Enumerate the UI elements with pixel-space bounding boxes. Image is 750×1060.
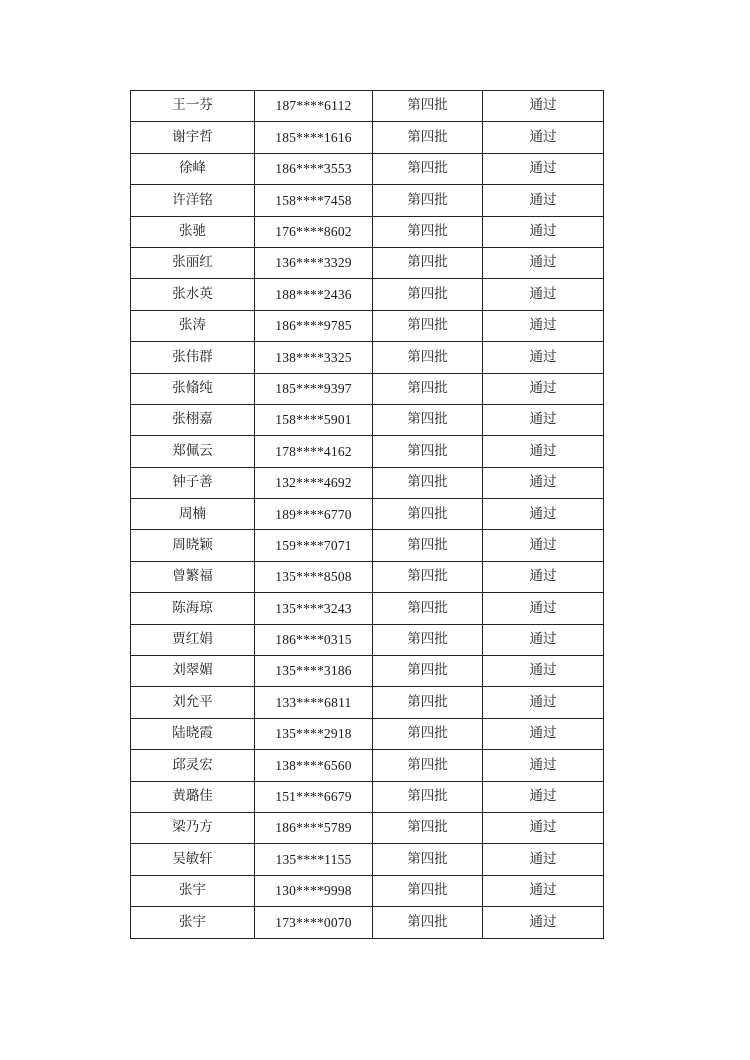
phone-cell: 138****6560 bbox=[255, 750, 373, 781]
phone-cell: 133****6811 bbox=[255, 687, 373, 718]
table-row bbox=[131, 750, 604, 781]
batch-cell: 第四批 bbox=[373, 404, 483, 435]
table-row bbox=[131, 436, 604, 467]
name-cell: 张水英 bbox=[131, 279, 255, 310]
phone-cell: 151****6679 bbox=[255, 781, 373, 812]
table-row bbox=[131, 122, 604, 153]
batch-cell: 第四批 bbox=[373, 687, 483, 718]
table-row bbox=[131, 153, 604, 184]
status-cell: 通过 bbox=[483, 718, 604, 749]
name-cell: 陆晓霞 bbox=[131, 718, 255, 749]
name-cell: 刘允平 bbox=[131, 687, 255, 718]
table-row bbox=[131, 247, 604, 278]
batch-cell: 第四批 bbox=[373, 750, 483, 781]
status-cell: 通过 bbox=[483, 247, 604, 278]
name-cell: 徐峰 bbox=[131, 153, 255, 184]
phone-cell: 132****4692 bbox=[255, 467, 373, 498]
name-cell: 张栩嘉 bbox=[131, 404, 255, 435]
status-cell: 通过 bbox=[483, 844, 604, 875]
name-cell: 张翛纯 bbox=[131, 373, 255, 404]
batch-cell: 第四批 bbox=[373, 781, 483, 812]
name-cell: 张涛 bbox=[131, 310, 255, 341]
phone-cell: 135****1155 bbox=[255, 844, 373, 875]
table-row bbox=[131, 561, 604, 592]
phone-cell: 178****4162 bbox=[255, 436, 373, 467]
name-cell: 张丽红 bbox=[131, 247, 255, 278]
table-row bbox=[131, 718, 604, 749]
batch-cell: 第四批 bbox=[373, 91, 483, 122]
phone-cell: 130****9998 bbox=[255, 875, 373, 906]
batch-cell: 第四批 bbox=[373, 844, 483, 875]
name-cell: 周晓颖 bbox=[131, 530, 255, 561]
phone-cell: 186****0315 bbox=[255, 624, 373, 655]
name-cell: 张宇 bbox=[131, 875, 255, 906]
phone-cell: 138****3325 bbox=[255, 342, 373, 373]
batch-cell: 第四批 bbox=[373, 907, 483, 938]
phone-cell: 176****8602 bbox=[255, 216, 373, 247]
phone-cell: 158****7458 bbox=[255, 185, 373, 216]
status-cell: 通过 bbox=[483, 373, 604, 404]
table-row bbox=[131, 310, 604, 341]
name-cell: 张宇 bbox=[131, 907, 255, 938]
name-cell: 吴敏轩 bbox=[131, 844, 255, 875]
table-row bbox=[131, 781, 604, 812]
status-cell: 通过 bbox=[483, 342, 604, 373]
phone-cell: 135****3243 bbox=[255, 593, 373, 624]
phone-cell: 135****2918 bbox=[255, 718, 373, 749]
phone-cell: 186****9785 bbox=[255, 310, 373, 341]
phone-cell: 186****3553 bbox=[255, 153, 373, 184]
roster-table-body bbox=[131, 91, 604, 939]
batch-cell: 第四批 bbox=[373, 247, 483, 278]
batch-cell: 第四批 bbox=[373, 342, 483, 373]
phone-cell: 189****6770 bbox=[255, 499, 373, 530]
phone-cell: 187****6112 bbox=[255, 91, 373, 122]
table-row bbox=[131, 279, 604, 310]
batch-cell: 第四批 bbox=[373, 593, 483, 624]
table-row bbox=[131, 216, 604, 247]
status-cell: 通过 bbox=[483, 153, 604, 184]
table-row bbox=[131, 687, 604, 718]
batch-cell: 第四批 bbox=[373, 561, 483, 592]
batch-cell: 第四批 bbox=[373, 718, 483, 749]
phone-cell: 136****3329 bbox=[255, 247, 373, 278]
batch-cell: 第四批 bbox=[373, 122, 483, 153]
status-cell: 通过 bbox=[483, 656, 604, 687]
batch-cell: 第四批 bbox=[373, 812, 483, 843]
status-cell: 通过 bbox=[483, 91, 604, 122]
name-cell: 王一芬 bbox=[131, 91, 255, 122]
status-cell: 通过 bbox=[483, 561, 604, 592]
name-cell: 许洋铭 bbox=[131, 185, 255, 216]
name-cell: 刘翠媚 bbox=[131, 656, 255, 687]
name-cell: 陈海琼 bbox=[131, 593, 255, 624]
table-row bbox=[131, 907, 604, 938]
table-row bbox=[131, 624, 604, 655]
name-cell: 钟子善 bbox=[131, 467, 255, 498]
table-row bbox=[131, 373, 604, 404]
phone-cell: 173****0070 bbox=[255, 907, 373, 938]
table-row bbox=[131, 499, 604, 530]
batch-cell: 第四批 bbox=[373, 624, 483, 655]
name-cell: 张伟群 bbox=[131, 342, 255, 373]
name-cell: 张驰 bbox=[131, 216, 255, 247]
name-cell: 郑佩云 bbox=[131, 436, 255, 467]
batch-cell: 第四批 bbox=[373, 467, 483, 498]
status-cell: 通过 bbox=[483, 499, 604, 530]
status-cell: 通过 bbox=[483, 781, 604, 812]
status-cell: 通过 bbox=[483, 436, 604, 467]
batch-cell: 第四批 bbox=[373, 279, 483, 310]
status-cell: 通过 bbox=[483, 279, 604, 310]
table-row bbox=[131, 467, 604, 498]
status-cell: 通过 bbox=[483, 467, 604, 498]
phone-cell: 135****8508 bbox=[255, 561, 373, 592]
phone-cell: 185****1616 bbox=[255, 122, 373, 153]
name-cell: 黄璐佳 bbox=[131, 781, 255, 812]
batch-cell: 第四批 bbox=[373, 310, 483, 341]
name-cell: 谢宇哲 bbox=[131, 122, 255, 153]
table-row bbox=[131, 185, 604, 216]
roster-table bbox=[130, 90, 604, 939]
status-cell: 通过 bbox=[483, 907, 604, 938]
table-row bbox=[131, 593, 604, 624]
status-cell: 通过 bbox=[483, 875, 604, 906]
status-cell: 通过 bbox=[483, 122, 604, 153]
table-row bbox=[131, 844, 604, 875]
table-row bbox=[131, 812, 604, 843]
status-cell: 通过 bbox=[483, 750, 604, 781]
batch-cell: 第四批 bbox=[373, 185, 483, 216]
name-cell: 邱灵宏 bbox=[131, 750, 255, 781]
status-cell: 通过 bbox=[483, 310, 604, 341]
table-row bbox=[131, 656, 604, 687]
table-row bbox=[131, 530, 604, 561]
phone-cell: 159****7071 bbox=[255, 530, 373, 561]
batch-cell: 第四批 bbox=[373, 656, 483, 687]
name-cell: 曾繁福 bbox=[131, 561, 255, 592]
phone-cell: 158****5901 bbox=[255, 404, 373, 435]
phone-cell: 188****2436 bbox=[255, 279, 373, 310]
status-cell: 通过 bbox=[483, 812, 604, 843]
batch-cell: 第四批 bbox=[373, 373, 483, 404]
status-cell: 通过 bbox=[483, 687, 604, 718]
name-cell: 梁乃方 bbox=[131, 812, 255, 843]
batch-cell: 第四批 bbox=[373, 530, 483, 561]
status-cell: 通过 bbox=[483, 185, 604, 216]
phone-cell: 185****9397 bbox=[255, 373, 373, 404]
table-row bbox=[131, 91, 604, 122]
status-cell: 通过 bbox=[483, 624, 604, 655]
batch-cell: 第四批 bbox=[373, 153, 483, 184]
status-cell: 通过 bbox=[483, 593, 604, 624]
batch-cell: 第四批 bbox=[373, 436, 483, 467]
status-cell: 通过 bbox=[483, 530, 604, 561]
status-cell: 通过 bbox=[483, 404, 604, 435]
batch-cell: 第四批 bbox=[373, 499, 483, 530]
status-cell: 通过 bbox=[483, 216, 604, 247]
table-row bbox=[131, 404, 604, 435]
table-row bbox=[131, 875, 604, 906]
table-row bbox=[131, 342, 604, 373]
batch-cell: 第四批 bbox=[373, 216, 483, 247]
name-cell: 周楠 bbox=[131, 499, 255, 530]
batch-cell: 第四批 bbox=[373, 875, 483, 906]
phone-cell: 135****3186 bbox=[255, 656, 373, 687]
name-cell: 贾红娟 bbox=[131, 624, 255, 655]
phone-cell: 186****5789 bbox=[255, 812, 373, 843]
